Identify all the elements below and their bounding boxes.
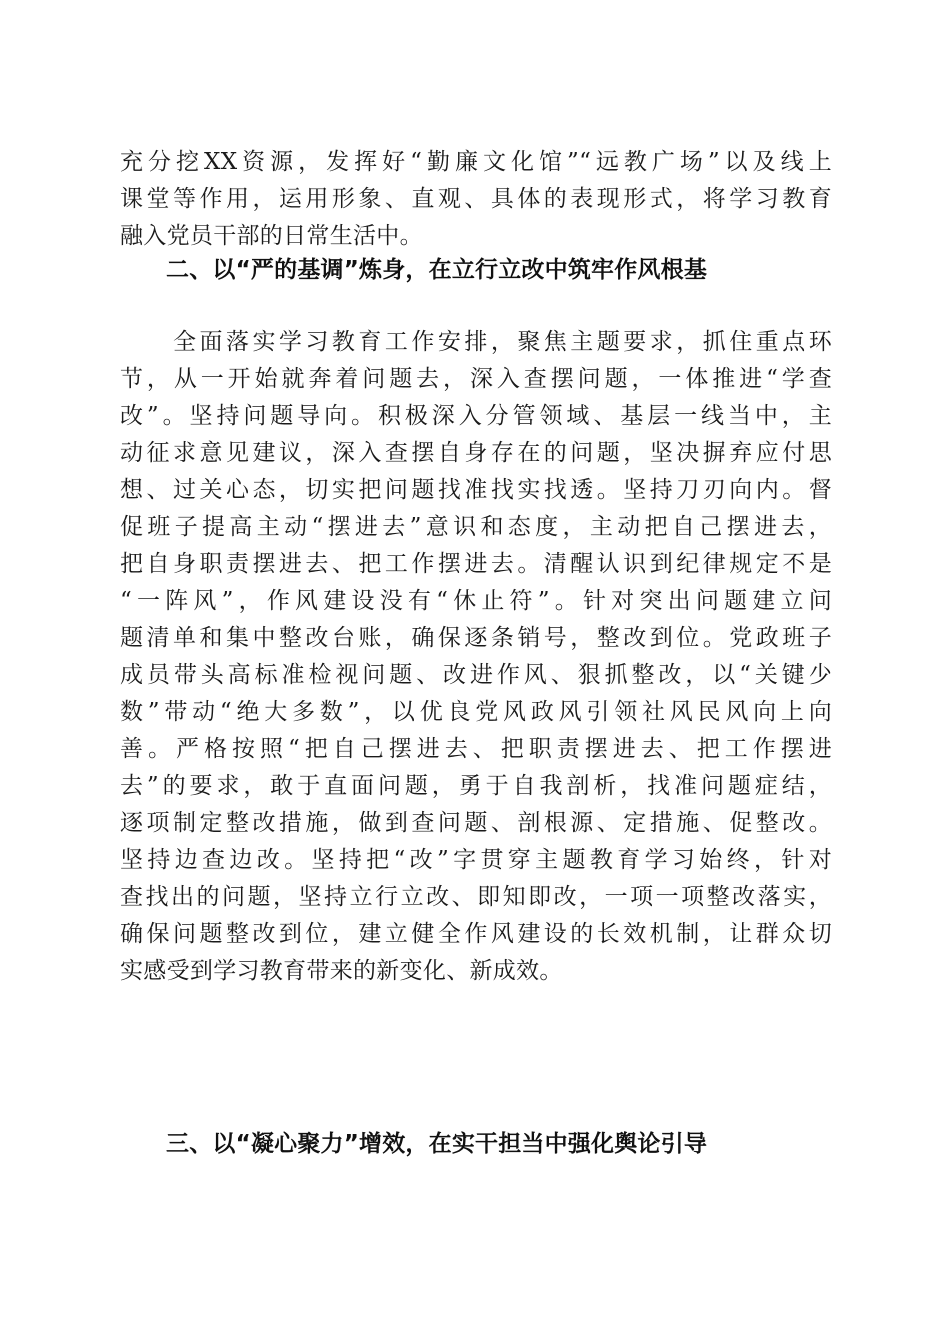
text-line: 成员带头高标准检视问题、改进作风、狠抓整改，以“关键少 [120,662,832,688]
text-line: 逐项制定整改措施，做到查问题、剖根源、定措施、促整改。 [120,810,832,836]
paragraph-continuation [120,144,832,255]
text-line: 全面落实学习教育工作安排，聚焦主题要求，抓住重点环 [120,329,832,355]
text-line: 确保问题整改到位，建立健全作风建设的长效机制，让群众切 [120,921,832,947]
text-line: 充分挖XX资源，发挥好“勤廉文化馆”“远教广场”以及线上 [120,149,832,175]
text-line: 去”的要求，敢于直面问题，勇于自我剖析，找准问题症结， [120,773,832,799]
section-heading-3: 三、以“凝心聚力”增效，在实干担当中强化舆论引导 [166,1131,708,1157]
text-line: 想、过关心态，切实把问题找准找实找透。坚持刀刃向内。督 [120,477,832,503]
text-line: 把自身职责摆进去、把工作摆进去。清醒认识到纪律规定不是 [120,551,832,577]
text-line: 课堂等作用，运用形象、直观、具体的表现形式，将学习教育 [120,186,832,212]
text-line: 动征求意见建议，深入查摆自身存在的问题，坚决摒弃应付思 [120,440,832,466]
text-line: 促班子提高主动“摆进去”意识和态度，主动把自己摆进去， [120,514,832,540]
text-line: 题清单和集中整改台账，确保逐条销号，整改到位。党政班子 [120,625,832,651]
text-line: 融入党员干部的日常生活中。 [120,223,423,249]
section-heading-2: 二、以“严的基调”炼身，在立行立改中筑牢作风根基 [166,257,708,283]
text-line: 改”。坚持问题导向。积极深入分管领域、基层一线当中，主 [120,403,832,429]
text-line: “一阵风”，作风建设没有“休止符”。针对突出问题建立问 [120,588,832,614]
paragraph-section-2 [120,324,832,990]
text-line: 数”带动“绝大多数”，以优良党风政风引领社风民风向上向 [120,699,832,725]
text-line: 善。严格按照“把自己摆进去、把职责摆进去、把工作摆进 [120,736,832,762]
text-line: 节，从一开始就奔着问题去，深入查摆问题，一体推进“学查 [120,366,832,392]
text-line: 查找出的问题，坚持立行立改、即知即改，一项一项整改落实， [120,884,832,910]
text-line: 坚持边查边改。坚持把“改”字贯穿主题教育学习始终，针对 [120,847,832,873]
text-line: 实感受到学习教育带来的新变化、新成效。 [120,958,563,984]
